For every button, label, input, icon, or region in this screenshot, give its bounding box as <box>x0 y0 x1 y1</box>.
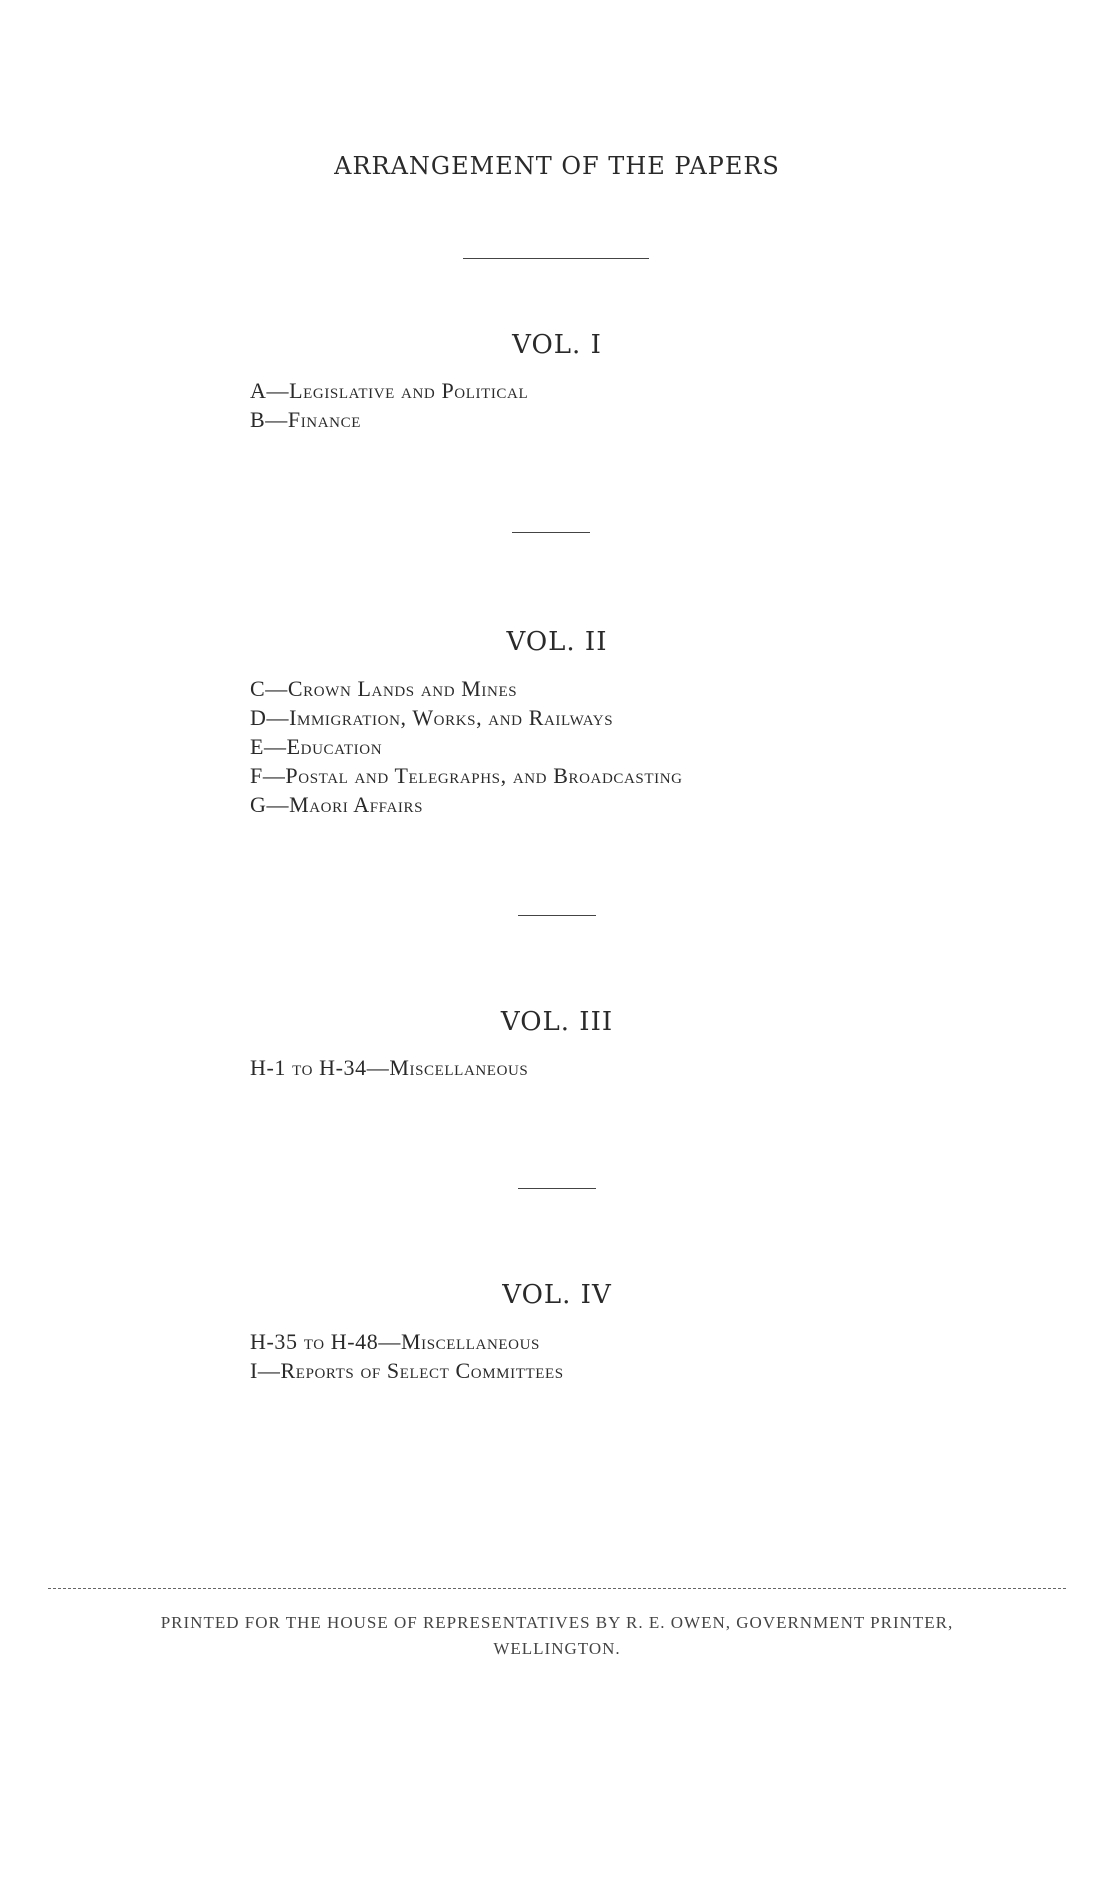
volume-3-entries <box>250 1053 528 1082</box>
list-item: D—Immigration, Works, and Railways <box>250 705 614 730</box>
page-title: ARRANGEMENT OF THE PAPERS <box>334 152 780 180</box>
list-item: F—Postal and Telegraphs, and Broadcasting <box>250 763 683 788</box>
volume-4-heading: VOL. IV <box>502 1280 612 1310</box>
volume-3-heading: VOL. III <box>500 1007 614 1037</box>
imprint-line-1: PRINTED FOR THE HOUSE OF REPRESENTATIVES BY R. E. OWEN, GOVERNMENT PRINTER, <box>160 1613 954 1632</box>
list-item: C—Crown Lands and Mines <box>250 676 518 701</box>
printer-imprint <box>0 1610 1114 1662</box>
list-item: A—Legislative and Political <box>250 378 529 403</box>
imprint-line-2: WELLINGTON. <box>493 1639 621 1658</box>
list-item: G—Maori Affairs <box>250 792 424 817</box>
volume-divider <box>518 915 596 916</box>
volume-divider <box>512 532 590 533</box>
volume-2-heading: VOL. II <box>506 627 608 657</box>
list-item: H-35 to H-48—Miscellaneous <box>250 1329 540 1354</box>
list-item: B—Finance <box>250 407 361 432</box>
volume-4-entries <box>250 1327 564 1385</box>
volume-1-entries <box>250 376 528 434</box>
list-item: H-1 to H-34—Miscellaneous <box>250 1055 529 1080</box>
title-divider <box>463 258 649 259</box>
volume-1-heading: VOL. I <box>512 330 602 360</box>
footer-divider <box>48 1588 1066 1589</box>
volume-divider <box>518 1188 596 1189</box>
list-item: I—Reports of Select Committees <box>250 1358 564 1383</box>
volume-2-entries <box>250 674 683 819</box>
list-item: E—Education <box>250 734 383 759</box>
